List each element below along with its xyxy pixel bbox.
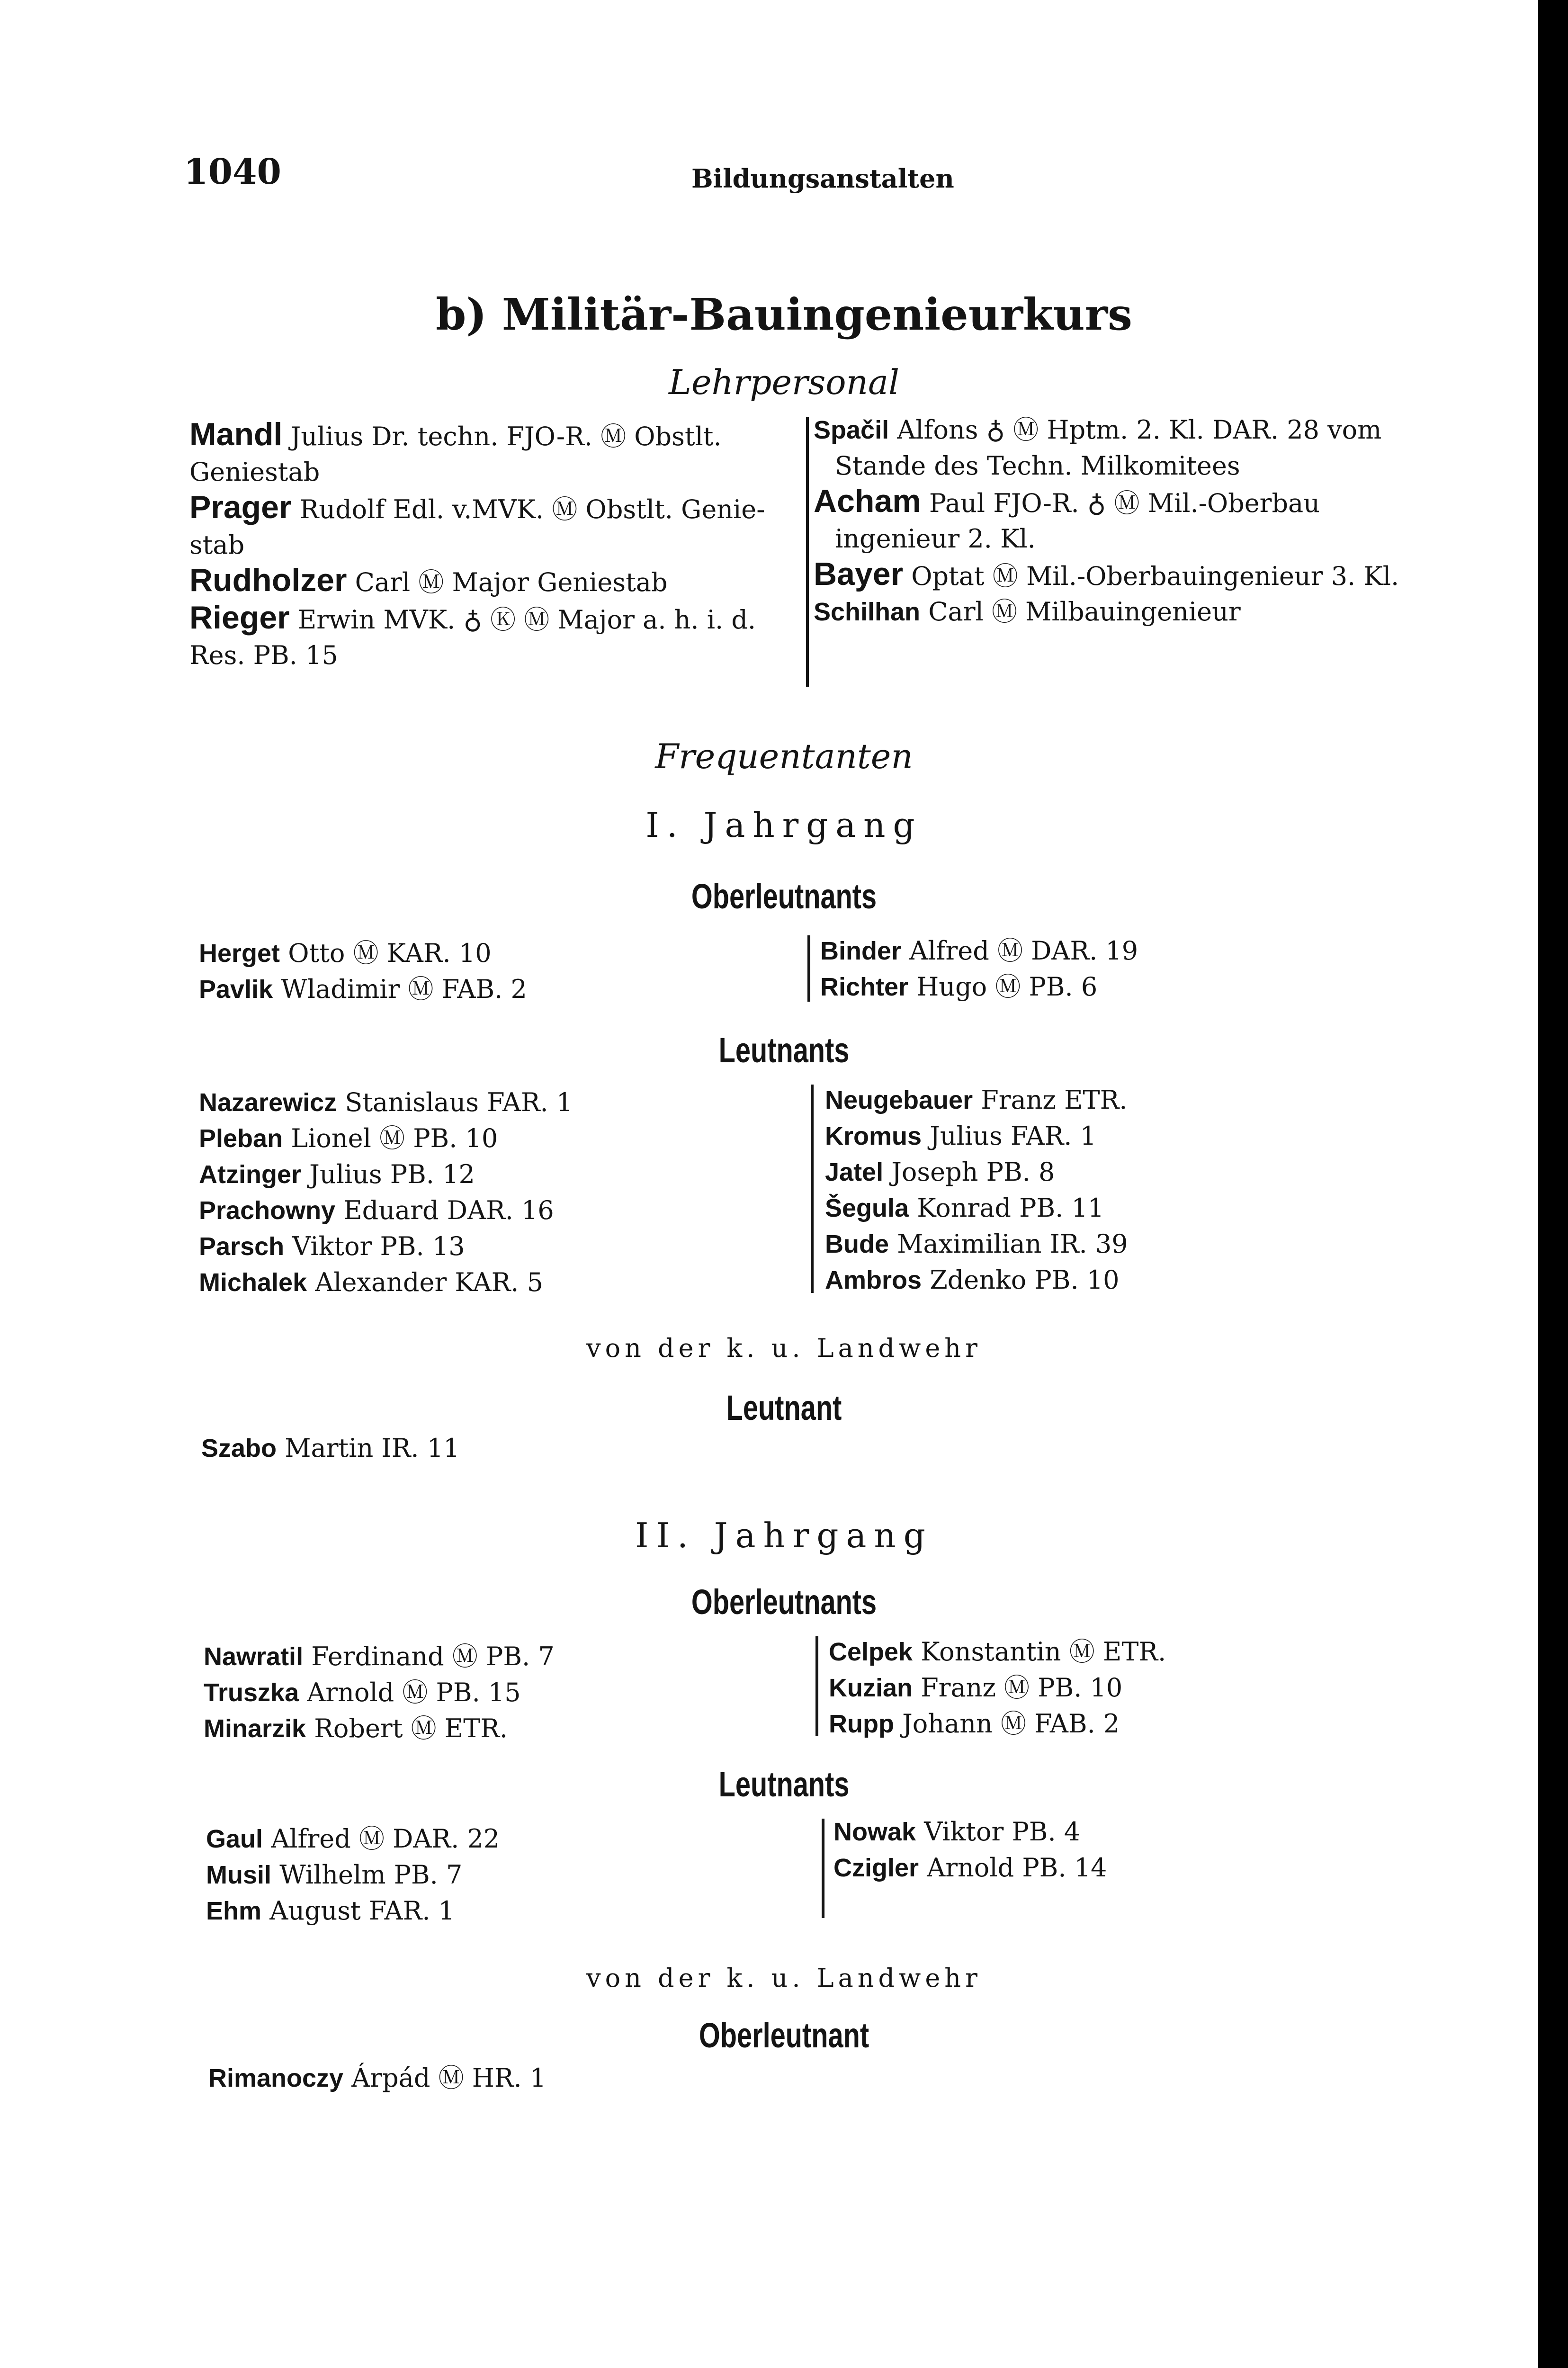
list-item: Gaul Alfred Ⓜ DAR. 22	[206, 1824, 500, 1854]
list-item: Michalek Alexander KAR. 5	[199, 1267, 543, 1297]
list-item: Rupp Johann Ⓜ FAB. 2	[829, 1709, 1120, 1739]
list-item: Kromus Julius FAR. 1	[825, 1121, 1096, 1151]
jahrgang-1-heading: I. Jahrgang	[645, 805, 923, 845]
list-item: Bayer Optat Ⓜ Mil.-Oberbauingenieur 3. Kl.	[814, 556, 1399, 592]
jg1-landwehr-rank: Leutnant	[726, 1388, 842, 1427]
list-item: Acham Paul FJO-R. ♁ Ⓜ Mil.-Oberbau	[814, 483, 1320, 519]
list-item: Celpek Konstantin Ⓜ ETR.	[829, 1637, 1166, 1667]
column-rule	[822, 1819, 824, 1918]
jg2-leutnants-heading: Leutnants	[718, 1765, 850, 1804]
list-item: Šegula Konrad PB. 11	[825, 1193, 1104, 1223]
column-rule	[815, 1636, 818, 1736]
frequentanten-heading: Frequentanten	[655, 736, 913, 776]
list-item: Nowak Viktor PB. 4	[833, 1817, 1081, 1847]
list-item-cont: Geniestab	[189, 457, 320, 487]
list-item: Rieger Erwin MVK. ♁ Ⓚ Ⓜ Major a. h. i. d.	[189, 600, 756, 636]
list-item: Pavlik Wladimir Ⓜ FAB. 2	[199, 974, 527, 1004]
list-item: Ambros Zdenko PB. 10	[825, 1265, 1120, 1295]
list-item: Jatel Joseph PB. 8	[825, 1157, 1055, 1187]
section-title: b) Militär-Bauingenieurkurs	[436, 289, 1132, 340]
list-item-cont: stab	[189, 530, 245, 560]
lehrpersonal-heading: Lehrpersonal	[669, 362, 899, 402]
list-item: Spačil Alfons ♁ Ⓜ Hptm. 2. Kl. DAR. 28 vom	[814, 415, 1382, 445]
list-item: Bude Maximilian IR. 39	[825, 1229, 1128, 1259]
jg2-landwehr-list	[208, 2060, 546, 2096]
list-item: Binder Alfred Ⓜ DAR. 19	[820, 936, 1138, 966]
jg2-landwehr-rank: Oberleutnant	[699, 2016, 869, 2055]
list-item: Richter Hugo Ⓜ PB. 6	[820, 972, 1098, 1002]
jahrgang-2-heading: II. Jahrgang	[635, 1516, 933, 1555]
list-item: Prachowny Eduard DAR. 16	[199, 1195, 554, 1225]
column-rule	[807, 935, 810, 1002]
jg1-oberleutnants-right	[820, 933, 1138, 1005]
list-item: Minarzik Robert Ⓜ ETR.	[204, 1713, 508, 1743]
jg2-oberleutnants-right	[829, 1634, 1166, 1742]
list-item: Szabo Martin IR. 11	[201, 1433, 460, 1463]
list-item: Prager Rudolf Edl. v.MVK. Ⓜ Obstlt. Genie-	[189, 489, 765, 525]
list-item: Nawratil Ferdinand Ⓜ PB. 7	[204, 1641, 555, 1671]
jg1-leutnants-left	[199, 1085, 573, 1301]
jg1-oberleutnants-heading: Oberleutnants	[691, 877, 877, 916]
list-item: Neugebauer Franz ETR.	[825, 1085, 1128, 1115]
jg2-leutnants-left	[206, 1821, 500, 1929]
column-rule	[806, 417, 809, 687]
list-item: Musil Wilhelm PB. 7	[206, 1860, 463, 1890]
list-item: Mandl Julius Dr. techn. FJO-R. Ⓜ Obstlt.	[189, 416, 722, 452]
jg1-leutnants-right	[825, 1082, 1128, 1298]
list-item: Czigler Arnold PB. 14	[833, 1853, 1107, 1883]
scan-edge	[1538, 0, 1568, 2368]
jg2-landwehr-heading: von der k. u. Landwehr	[586, 1963, 982, 1993]
list-item-cont: Stande des Techn. Milkomitees	[835, 451, 1240, 481]
jg2-oberleutnants-left	[204, 1639, 555, 1747]
list-item: Parsch Viktor PB. 13	[199, 1231, 465, 1261]
list-item: Pleban Lionel Ⓜ PB. 10	[199, 1123, 498, 1153]
list-item: Kuzian Franz Ⓜ PB. 10	[829, 1673, 1123, 1703]
list-item: Schilhan Carl Ⓜ Milbauingenieur	[814, 597, 1241, 627]
jg1-oberleutnants-left	[199, 935, 527, 1007]
jg1-landwehr-heading: von der k. u. Landwehr	[586, 1333, 982, 1363]
list-item: Rudholzer Carl Ⓜ Major Geniestab	[189, 562, 668, 598]
jg2-oberleutnants-heading: Oberleutnants	[691, 1582, 877, 1622]
list-item-cont: Res. PB. 15	[189, 640, 338, 670]
jg2-leutnants-right	[833, 1814, 1107, 1886]
list-item: Truszka Arnold Ⓜ PB. 15	[204, 1677, 521, 1707]
list-item: Herget Otto Ⓜ KAR. 10	[199, 938, 492, 968]
lehrpersonal-right-list	[814, 412, 1399, 630]
list-item: Atzinger Julius PB. 12	[199, 1159, 475, 1189]
list-item: Rimanoczy Árpád Ⓜ HR. 1	[208, 2063, 547, 2093]
list-item: Ehm August FAR. 1	[206, 1896, 455, 1926]
jg1-landwehr-list	[201, 1430, 459, 1466]
list-item-cont: ingenieur 2. Kl.	[835, 524, 1036, 554]
running-head: Bildungsanstalten	[691, 163, 954, 194]
jg1-leutnants-heading: Leutnants	[718, 1031, 850, 1070]
list-item: Nazarewicz Stanislaus FAR. 1	[199, 1087, 573, 1117]
page-number: 1040	[184, 152, 281, 192]
lehrpersonal-left-list	[189, 417, 765, 673]
column-rule	[811, 1085, 814, 1293]
